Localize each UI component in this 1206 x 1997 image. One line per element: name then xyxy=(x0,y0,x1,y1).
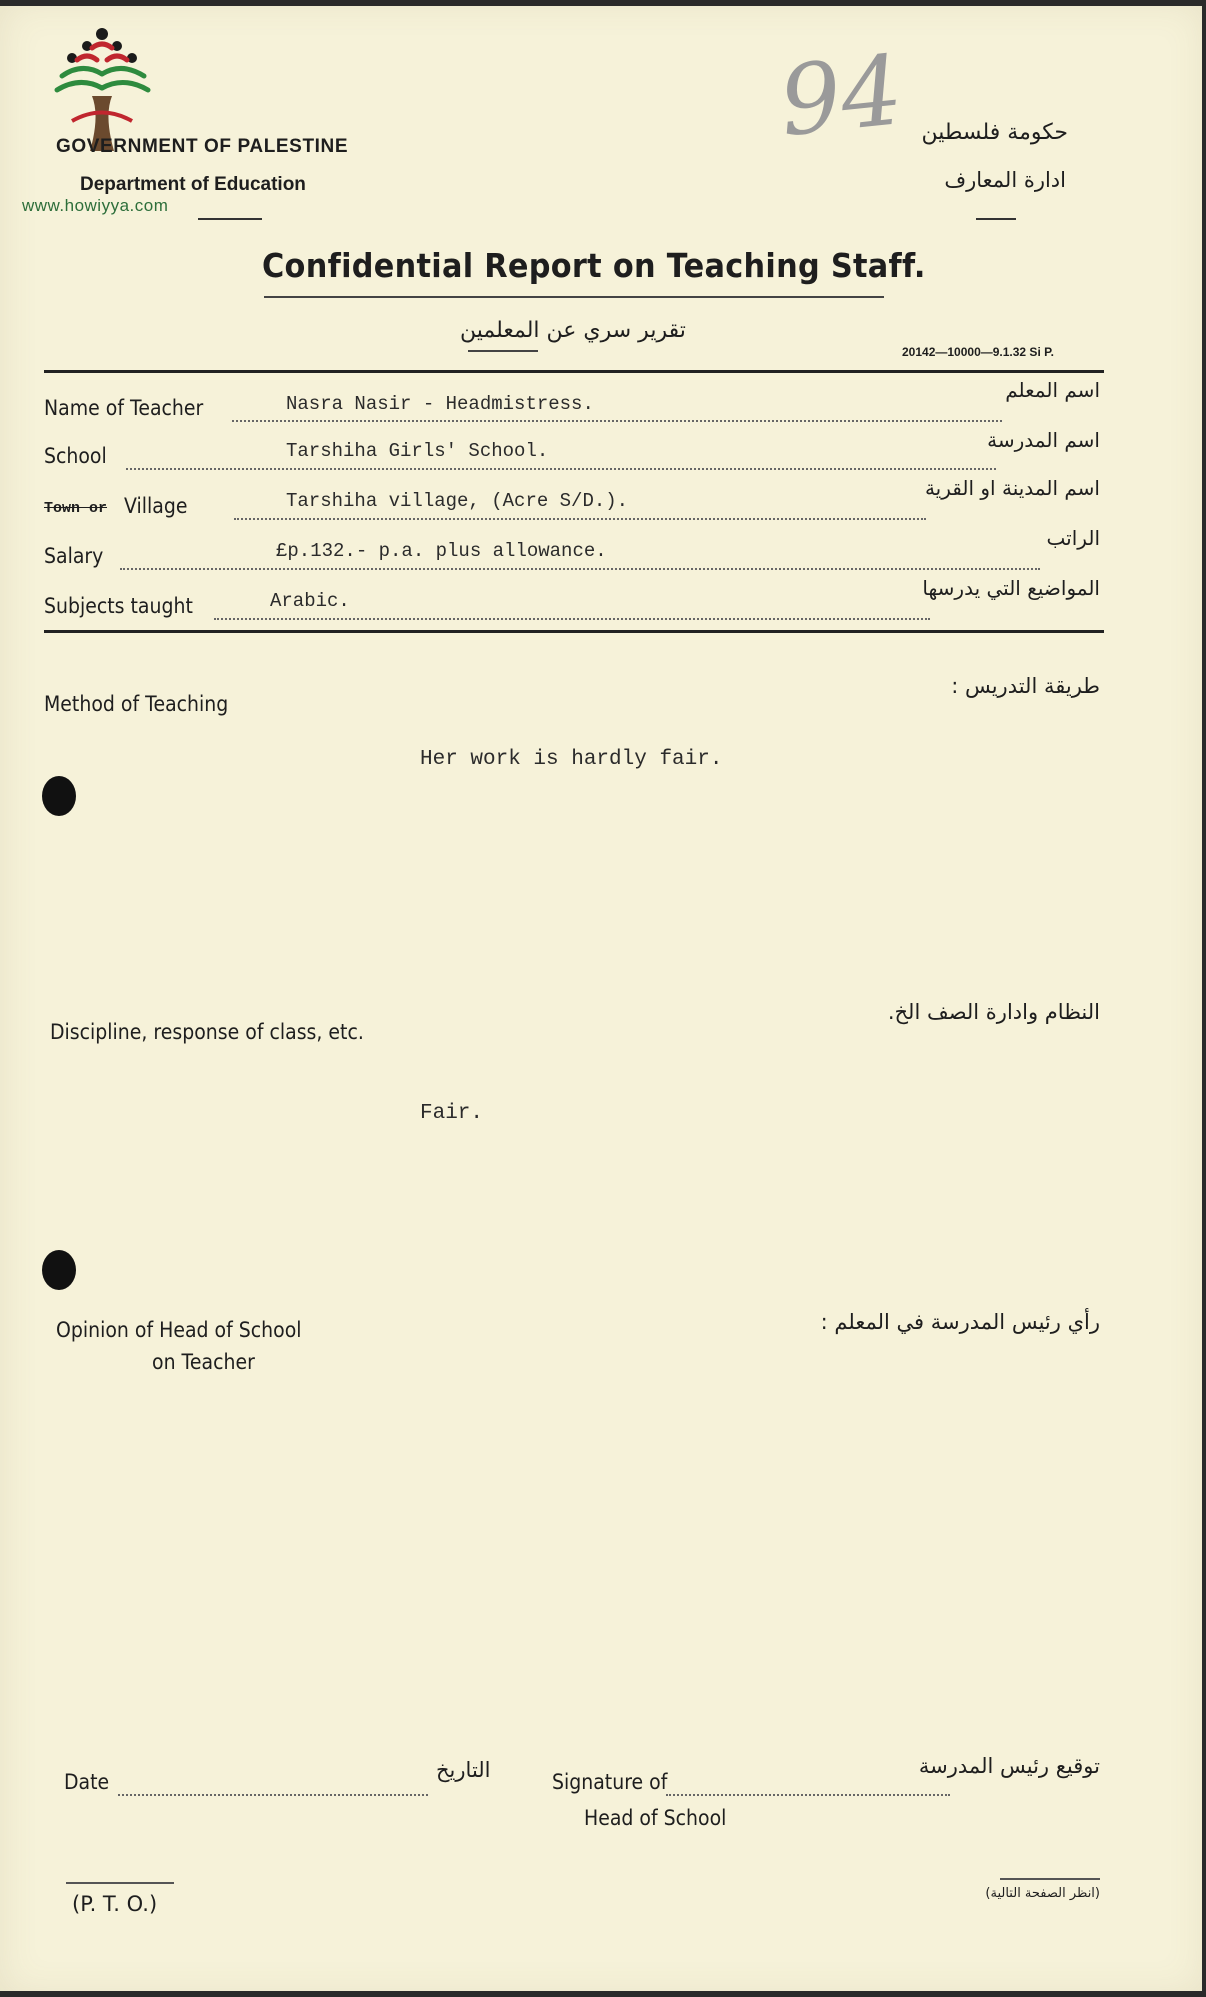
report-title-en: Confidential Report on Teaching Staff. xyxy=(262,246,926,285)
field-value: Tarshiha Girls' School. xyxy=(286,440,549,462)
section-value: Fair. xyxy=(420,1102,484,1125)
report-title-ar-underline xyxy=(468,350,538,352)
field-label-en: Subjects taught xyxy=(44,594,193,618)
field-label-ar: المواضيع التي يدرسها xyxy=(922,576,1100,600)
section-label-ar: طريقة التدريس : xyxy=(951,674,1100,698)
field-label-en: Village xyxy=(124,494,188,518)
pto-text: (P. T. O.) xyxy=(72,1892,158,1916)
print-code: 20142—10000—9.1.32 Si P. xyxy=(902,345,1054,359)
handwritten-folio-number: 94 xyxy=(774,33,908,159)
fields-bottom-rule xyxy=(44,630,1104,633)
scan-edge-bottom xyxy=(0,1991,1206,1997)
scan-edge-top xyxy=(0,0,1206,6)
department-ar-underline xyxy=(976,218,1016,220)
department-underline xyxy=(198,218,262,220)
field-label-en: Name of Teacher xyxy=(44,396,204,420)
signature-dotted-line xyxy=(666,1794,950,1796)
section-label-en: Discipline, response of class, etc. xyxy=(50,1020,364,1044)
government-heading-en: GOVERNMENT OF PALESTINE xyxy=(56,136,349,157)
field-label-ar: اسم المعلم xyxy=(1005,378,1100,402)
dotted-line xyxy=(120,568,1040,570)
logo-url-text: www.howiyya.com xyxy=(22,196,169,215)
dotted-line xyxy=(232,420,1002,422)
signature-label-en: Signature of xyxy=(552,1770,668,1794)
section-value: Her work is hardly fair. xyxy=(420,748,723,771)
report-title-ar: تقرير سري عن المعلمين xyxy=(460,318,686,343)
dotted-line xyxy=(234,518,926,520)
signature-label-en-line2: Head of School xyxy=(584,1806,727,1830)
field-label-ar: الراتب xyxy=(1046,526,1100,550)
section-label-ar: رأي رئيس المدرسة في المعلم : xyxy=(820,1310,1100,1334)
department-heading-en: Department of Education xyxy=(80,174,306,195)
punch-hole xyxy=(42,1250,76,1290)
field-value: £p.132.- p.a. plus allowance. xyxy=(276,540,607,562)
report-title-underline xyxy=(264,296,884,298)
department-heading-ar: ادارة المعارف xyxy=(944,168,1066,192)
signature-label-ar: توقيع رئيس المدرسة xyxy=(918,1754,1100,1778)
section-label-en: Opinion of Head of School xyxy=(56,1318,302,1342)
punch-hole xyxy=(42,776,76,816)
next-page-rule xyxy=(1000,1878,1100,1880)
dotted-line xyxy=(214,618,930,620)
field-label-en: School xyxy=(44,444,107,468)
pto-rule xyxy=(66,1882,174,1884)
scan-edge-right xyxy=(1202,0,1206,1997)
section-label-en-line2: on Teacher xyxy=(152,1350,255,1374)
field-label-en: Salary xyxy=(44,544,104,568)
field-label-ar: اسم المدينة او القرية xyxy=(924,476,1100,500)
next-page-ar-text: (انظر الصفحة التالية) xyxy=(985,1886,1100,1901)
field-value: Arabic. xyxy=(270,590,350,612)
dotted-line xyxy=(126,468,996,470)
section-label-en: Method of Teaching xyxy=(44,692,229,716)
field-value: Nasra Nasir - Headmistress. xyxy=(286,393,594,415)
field-label-ar: اسم المدرسة xyxy=(987,428,1100,452)
date-dotted-line xyxy=(118,1794,428,1796)
date-label-en: Date xyxy=(64,1770,110,1794)
field-value: Tarshiha village, (Acre S/D.). xyxy=(286,490,629,512)
fields-top-rule xyxy=(44,370,1104,373)
date-label-ar: التاريخ xyxy=(436,1758,491,1782)
struck-label-text: Town or xyxy=(44,500,108,517)
section-label-ar: النظام وادارة الصف الخ. xyxy=(887,1000,1100,1024)
government-heading-ar: حكومة فلسطين xyxy=(921,120,1068,145)
